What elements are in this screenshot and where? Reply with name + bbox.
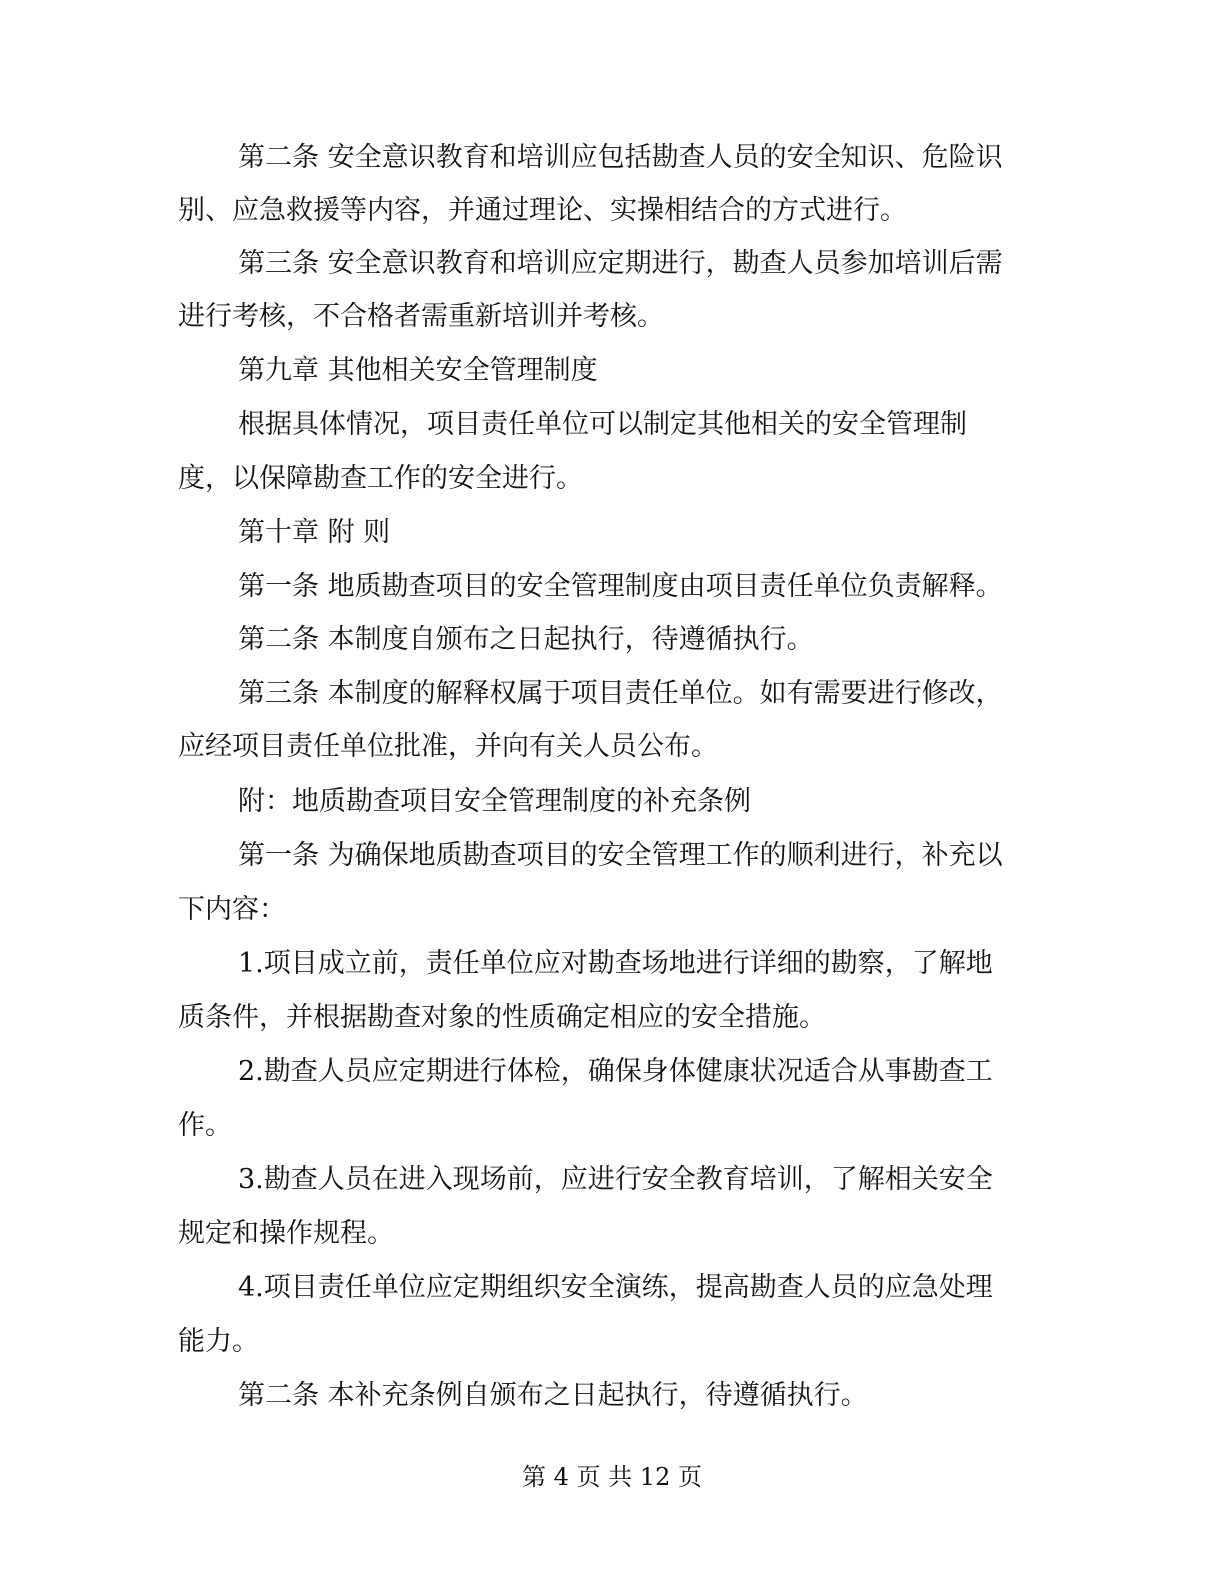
text-line: 下内容： [178,894,286,925]
text-line: 根据具体情况，项目责任单位可以制定其他相关的安全管理制 [238,409,967,440]
text-line: 作。 [178,1110,232,1141]
text-line: 质条件，并根据勘查对象的性质确定相应的安全措施。 [178,1002,826,1033]
list-item: 1.项目成立前，责任单位应对勘查场地进行详细的勘察，了解地 [238,948,993,979]
text-line: 第一条 地质勘查项目的安全管理制度由项目责任单位负责解释。 [238,571,1003,602]
page-number-footer: 第 4 页 共 12 页 [522,1463,702,1491]
text-line: 应经项目责任单位批准，并向有关人员公布。 [178,731,718,762]
text-line: 第一条 为确保地质勘查项目的安全管理工作的顺利进行，补充以 [238,840,1003,871]
list-item: 3.勘查人员在进入现场前，应进行安全教育培训，了解相关安全 [238,1164,993,1195]
text-line: 能力。 [178,1326,259,1357]
text-line: 第二条 安全意识教育和培训应包括勘查人员的安全知识、危险识 [238,142,1003,173]
text-line: 规定和操作规程。 [178,1218,394,1249]
text-line: 别、应急救援等内容，并通过理论、实操相结合的方式进行。 [178,195,907,226]
list-item: 2.勘查人员应定期进行体检，确保身体健康状况适合从事勘查工 [238,1056,993,1087]
text-line: 第二条 本制度自颁布之日起执行，待遵循执行。 [238,624,814,655]
appendix-heading: 附：地质勘查项目安全管理制度的补充条例 [238,786,751,817]
text-line: 度，以保障勘查工作的安全进行。 [178,463,583,494]
text-line: 第三条 安全意识教育和培训应定期进行，勘查人员参加培训后需 [238,248,1003,279]
text-line: 第三条 本制度的解释权属于项目责任单位。如有需要进行修改， [238,678,1003,709]
chapter-heading: 第十章 附 则 [238,517,391,548]
list-item: 4.项目责任单位应定期组织安全演练，提高勘查人员的应急处理 [238,1272,993,1303]
text-line: 第二条 本补充条例自颁布之日起执行，待遵循执行。 [238,1380,868,1411]
text-line: 进行考核，不合格者需重新培训并考核。 [178,301,664,332]
chapter-heading: 第九章 其他相关安全管理制度 [238,355,598,386]
